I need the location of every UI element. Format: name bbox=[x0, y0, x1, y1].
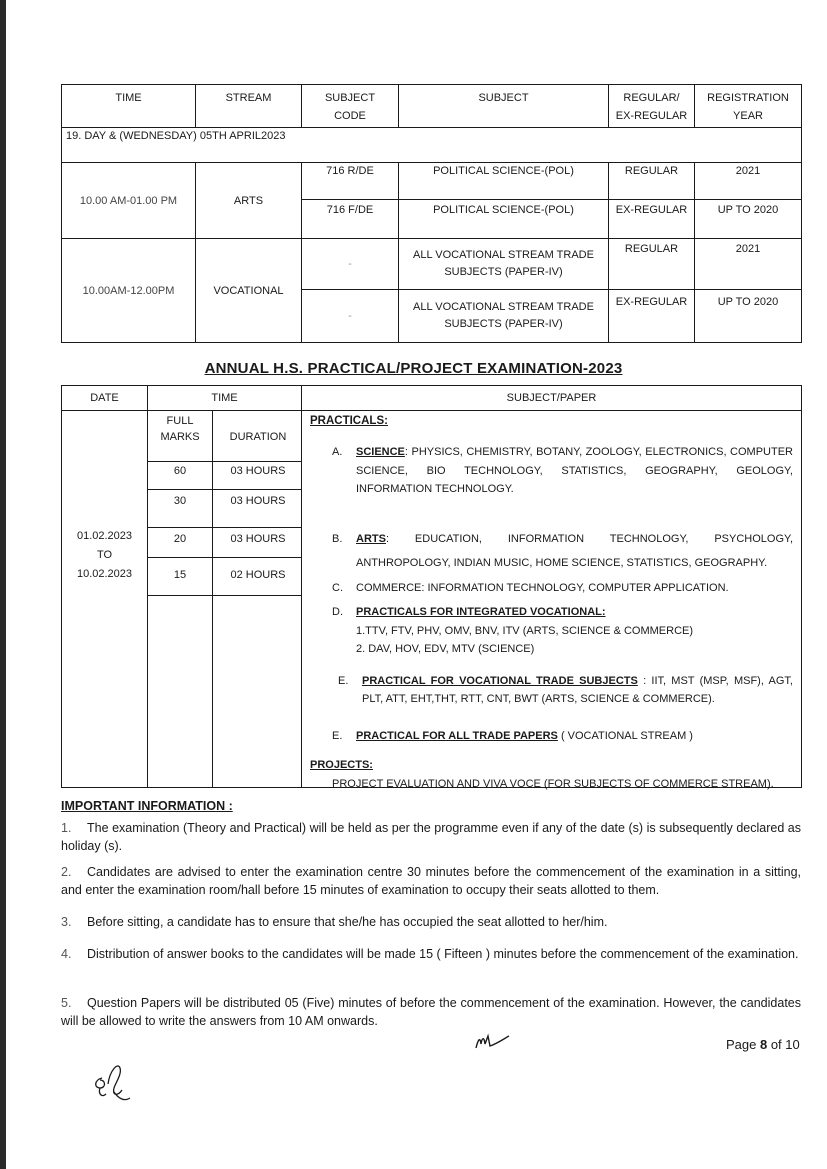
item-letter: B. bbox=[332, 533, 343, 545]
info-text: Candidates are advised to enter the examination centre 30 minutes before the commencement of the examination in a sitting, and enter the examination room/hall before 15 minutes of examination to occupy their seats allotted to them. bbox=[61, 865, 801, 897]
item-label: PRACTICAL FOR VOCATIONAL TRADE SUBJECTS bbox=[362, 675, 638, 687]
subject-code-cell: 716 R/DE bbox=[302, 163, 399, 200]
regular-cell: EX-REGULAR bbox=[609, 290, 695, 343]
item-line-2: 2. DAV, HOV, EDV, MTV (SCIENCE) bbox=[356, 643, 535, 655]
subject-cell: ALL VOCATIONAL STREAM TRADE SUBJECTS (PAPER-IV) bbox=[399, 290, 609, 343]
date-to: 10.02.2023 bbox=[76, 568, 133, 580]
subject-code-cell: 716 F/DE bbox=[302, 200, 399, 239]
stream-cell: ARTS bbox=[196, 163, 302, 239]
regular-cell: REGULAR bbox=[609, 163, 695, 200]
item-text: ( VOCATIONAL STREAM ) bbox=[557, 730, 693, 742]
info-text: Before sitting, a candidate has to ensure that she/he has occupied the seat allotted to her/him. bbox=[87, 915, 608, 929]
practical-item-commerce bbox=[310, 579, 793, 598]
item-label: SCIENCE bbox=[356, 446, 405, 458]
header-subject-code: SUBJECT CODE bbox=[302, 85, 399, 128]
duration-value: 02 HOURS bbox=[230, 569, 286, 581]
practical-item-science bbox=[310, 443, 793, 499]
year-cell: UP TO 2020 bbox=[695, 290, 802, 343]
item-label: PRACTICAL FOR ALL TRADE PAPERS bbox=[356, 730, 558, 742]
item-line-1: 1.TTV, FTV, PHV, OMV, BNV, ITV (ARTS, SCIENCE & COMMERCE) bbox=[356, 624, 694, 637]
item-text: : EDUCATION, INFORMATION TECHNOLOGY, PSYCHOLOGY, ANTHROPOLOGY, INDIAN MUSIC, HOME SCIENCE, STATISTICS, GEOGRAPHY. bbox=[356, 533, 793, 569]
projects-heading: PROJECTS: bbox=[310, 759, 373, 771]
item-label: PRACTICALS FOR INTEGRATED VOCATIONAL: bbox=[356, 606, 606, 618]
day-label: 19. DAY & (WEDNESDAY) 05TH APRIL2023 bbox=[62, 128, 802, 163]
item-text: : PHYSICS, CHEMISTRY, BOTANY, ZOOLOGY, ELECTRONICS, COMPUTER SCIENCE, BIO TECHNOLOGY, STATISTICS, GEOGRAPHY, GEOLOGY, INFORMATION TECHNOLOGY. bbox=[356, 446, 793, 495]
header-date: DATE bbox=[62, 386, 148, 411]
header-stream: STREAM bbox=[196, 85, 302, 128]
info-text: Question Papers will be distributed 05 (Five) minutes of before the commencement of the examination. However, the candidates will be allowed to write the answers from 10 AM onwards. bbox=[61, 996, 801, 1028]
info-number: 3. bbox=[61, 915, 72, 929]
practical-item-vocational-trade bbox=[316, 672, 793, 708]
stream-cell: VOCATIONAL bbox=[196, 239, 302, 343]
header-time: TIME bbox=[148, 386, 302, 411]
date-from: 01.02.2023 bbox=[76, 530, 133, 542]
practicals-heading: PRACTICALS: bbox=[310, 415, 388, 427]
table-row bbox=[62, 163, 802, 200]
marks-value: 30 bbox=[173, 495, 187, 507]
important-info-heading: IMPORTANT INFORMATION : bbox=[61, 799, 233, 813]
practical-body-row bbox=[62, 411, 802, 788]
handwritten-signature bbox=[88, 1058, 134, 1106]
regular-cell: REGULAR bbox=[609, 239, 695, 290]
subject-cell: POLITICAL SCIENCE-(POL) bbox=[399, 200, 609, 239]
year-cell: 2021 bbox=[695, 239, 802, 290]
item-text: : IIT, MST (MSP, MSF), AGT, PLT, ATT, EHT,THT, RTT, CNT, BWT (ARTS, SCIENCE & COMMERCE). bbox=[362, 675, 793, 705]
item-letter: A. bbox=[332, 446, 343, 458]
year-cell: UP TO 2020 bbox=[695, 200, 802, 239]
subject-cell: ALL VOCATIONAL STREAM TRADE SUBJECTS (PAPER-IV) bbox=[399, 239, 609, 290]
year-cell: 2021 bbox=[695, 163, 802, 200]
subject-cell: POLITICAL SCIENCE-(POL) bbox=[399, 163, 609, 200]
projects-text: PROJECT EVALUATION AND VIVA VOCE (FOR SUBJECTS OF COMMERCE STREAM). bbox=[332, 778, 774, 790]
practical-item-integrated-vocational bbox=[310, 603, 793, 659]
page-of: of bbox=[767, 1037, 786, 1052]
item-text: : INFORMATION TECHNOLOGY, COMPUTER APPLICATION. bbox=[421, 582, 729, 594]
header-regular: REGULAR/ EX-REGULAR bbox=[609, 85, 695, 128]
scan-edge bbox=[0, 0, 6, 1169]
marks-duration-grid bbox=[148, 411, 301, 787]
item-label: ARTS bbox=[356, 533, 386, 545]
info-text: Distribution of answer books to the candidates will be made 15 ( Fifteen ) minutes before the commencement of the examination. bbox=[87, 947, 799, 961]
practical-section-title: ANNUAL H.S. PRACTICAL/PROJECT EXAMINATION-2023 bbox=[204, 360, 623, 377]
item-letter: E. bbox=[338, 675, 349, 687]
marks-value: 15 bbox=[173, 569, 187, 581]
header-registration-year: REGISTRATION YEAR bbox=[695, 85, 802, 128]
time-cell: 10.00AM-12.00PM bbox=[62, 239, 196, 343]
subject-paper-cell bbox=[302, 411, 802, 788]
item-label: COMMERCE bbox=[356, 582, 422, 594]
page-number bbox=[726, 1037, 800, 1052]
page-current: 8 bbox=[759, 1037, 768, 1052]
practical-item-arts bbox=[310, 527, 793, 575]
practical-header-row bbox=[62, 386, 802, 411]
info-number: 2. bbox=[61, 865, 72, 879]
table-row bbox=[62, 239, 802, 290]
regular-cell: EX-REGULAR bbox=[609, 200, 695, 239]
header-time: TIME bbox=[62, 85, 196, 128]
page-total: 10 bbox=[785, 1037, 800, 1052]
info-point bbox=[61, 913, 801, 931]
info-point bbox=[61, 819, 801, 855]
item-letter: C. bbox=[332, 582, 343, 594]
item-letter: D. bbox=[332, 606, 343, 618]
info-number: 5. bbox=[61, 996, 72, 1010]
time-cell bbox=[148, 411, 302, 788]
duration-header: DURATION bbox=[229, 431, 287, 443]
info-point bbox=[61, 945, 801, 963]
subject-code-cell: - bbox=[302, 239, 399, 290]
time-cell: 10.00 AM-01.00 PM bbox=[62, 163, 196, 239]
practical-table bbox=[61, 385, 802, 788]
date-to-word: TO bbox=[96, 549, 113, 561]
item-letter: E. bbox=[332, 730, 343, 742]
practical-item-all-trade-papers bbox=[310, 727, 793, 746]
duration-value: 03 HOURS bbox=[230, 465, 286, 477]
info-number: 4. bbox=[61, 947, 72, 961]
info-point bbox=[61, 994, 801, 1030]
marks-value: 20 bbox=[173, 533, 187, 545]
day-row bbox=[62, 128, 802, 163]
marks-value: 60 bbox=[173, 465, 187, 477]
info-text: The examination (Theory and Practical) will be held as per the programme even if any of the date (s) is subsequently declared as holiday (s). bbox=[61, 821, 801, 853]
header-subject-paper: SUBJECT/PAPER bbox=[302, 386, 802, 411]
subject-code-cell: - bbox=[302, 290, 399, 343]
duration-value: 03 HOURS bbox=[230, 495, 286, 507]
duration-value: 03 HOURS bbox=[230, 533, 286, 545]
signature-initial bbox=[472, 1030, 512, 1056]
date-cell bbox=[62, 411, 148, 788]
schedule-header-row bbox=[62, 85, 802, 128]
page-prefix: Page bbox=[726, 1037, 760, 1052]
header-subject: SUBJECT bbox=[399, 85, 609, 128]
info-point bbox=[61, 863, 801, 899]
exam-schedule-table bbox=[61, 84, 802, 343]
info-number: 1. bbox=[61, 821, 72, 835]
full-marks-header: FULL MARKS bbox=[160, 415, 200, 443]
